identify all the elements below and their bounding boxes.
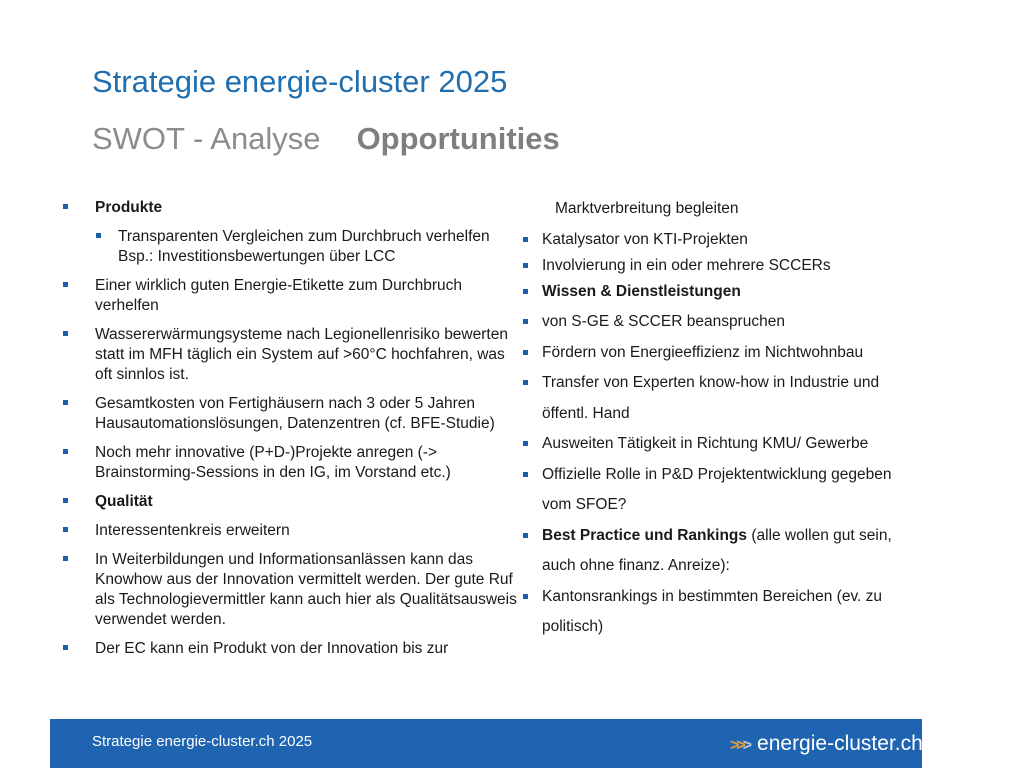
bullet-icon [523,441,528,446]
list-item [60,276,520,316]
list-item [520,342,970,373]
bullet-icon [523,472,528,477]
list-item [60,394,520,434]
list-item [520,372,970,403]
list-item [520,311,970,342]
list-item [60,443,520,483]
double-arrow-icon: >>> [730,737,750,754]
bullet-icon [523,237,528,242]
energie-cluster-logo [730,732,923,756]
item-continuation: öffentl. Hand [542,404,630,422]
item-text: Einer wirklich guten Energie-Etikette zum Durchbruch verhelfen [95,277,462,314]
list-item [60,198,520,218]
bullet-icon [63,400,68,405]
subtitle-swot: SWOT - Analyse [92,121,321,156]
bullet-icon [63,331,68,336]
footer-text: Strategie energie-cluster.ch 2025 [92,733,313,750]
item-text: Wassererwärmungsysteme nach Legionellenrisiko bewerten statt im MFH täglich ein System auf >60°C hochfahren, was oft sinnlos ist. [95,326,508,383]
list-item [520,229,970,255]
heading-produkte: Produkte [95,199,163,216]
item-text: Gesamtkosten von Fertighäusern nach 3 oder 5 Jahren Hausautomationslösungen, Datenzentren (cf. BFE-Studie) [95,395,495,432]
bullet-icon [63,527,68,532]
list-item [60,325,520,385]
item-continuation: vom SFOE? [542,496,627,513]
item-text: Involvierung in ein oder mehrere SCCERs [542,256,831,274]
slide-title: Strategie energie-cluster 2025 [92,64,508,99]
item-continuation: Marktverbreitung begleiten [555,200,739,217]
list-item [520,281,970,312]
item-text: Katalysator von KTI-Projekten [542,230,748,248]
item-text: Der EC kann ein Produkt von der Innovation bis zur [95,640,449,657]
bullet-icon [523,289,528,294]
item-text: Fördern von Energieeffizienz im Nichtwohnbau [542,343,864,361]
item-continuation: auch ohne finanz. Anreize): [542,557,730,574]
bullet-icon [523,350,528,355]
item-text: Offizielle Rolle in P&D Projektentwicklung gegeben [542,465,892,483]
bullet-icon [523,380,528,385]
heading-qualitaet: Qualität [95,493,153,510]
bullet-icon [63,449,68,454]
bullet-icon [63,282,68,287]
subtitle-opportunities: Opportunities [356,121,560,156]
list-item [60,227,520,267]
heading-wissen: Wissen & Dienstleistungen [542,282,741,300]
item-text: von S-GE & SCCER beanspruchen [542,313,785,330]
bullet-icon [63,556,68,561]
list-item [60,550,520,630]
list-item [520,525,970,556]
bullet-icon [523,319,528,324]
bullet-icon [523,263,528,268]
bullet-icon [523,594,528,599]
list-item [520,433,970,464]
item-text: (alle wollen gut sein, [747,526,892,544]
item-text: Transparenten Vergleichen zum Durchbruch verhelfen Bsp.: Investitionsbewertungen über LCC [118,228,490,265]
item-text: Noch mehr innovative (P+D-)Projekte anregen (-> Brainstorming-Sessions in den IG, im Vorstand etc.) [95,444,451,481]
item-text: Transfer von Experten know-how in Industrie und [542,374,880,391]
item-text: In Weiterbildungen und Informationsanlässen kann das Knowhow aus der Innovation vermittelt werden. Der gute Ruf als Technologievermittler kann auch hier als Qualitätsausweis verwendet werden. [95,551,517,628]
list-item [60,639,520,659]
bullet-icon [96,233,101,238]
slide-subtitle [92,121,560,157]
item-continuation: politisch) [542,618,604,635]
left-column [60,198,520,668]
list-item [60,492,520,512]
bullet-icon [523,533,528,538]
list-item [520,464,970,495]
list-item [520,255,970,281]
right-column [520,198,970,647]
bullet-icon [63,204,68,209]
bullet-icon [63,645,68,650]
bullet-icon [63,498,68,503]
item-text: Ausweiten Tätigkeit in Richtung KMU/ Gewerbe [542,435,869,452]
item-text: Interessentenkreis erweitern [95,522,290,539]
list-item [60,521,520,541]
logo-text: energie-cluster.ch [757,732,923,755]
list-item [520,586,970,617]
heading-best-practice: Best Practice und Rankings [542,526,748,544]
footer-bar [50,719,922,768]
item-text: Kantonsrankings in bestimmten Bereichen (ev. zu [542,587,883,605]
